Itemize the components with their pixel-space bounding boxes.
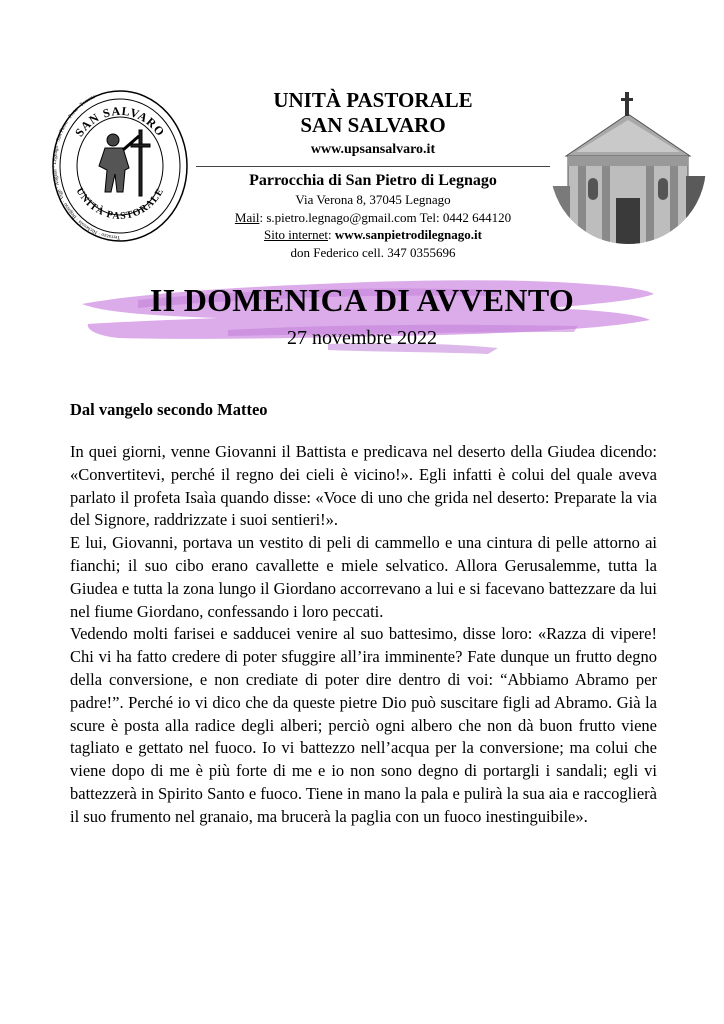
feast-title: II DOMENICA DI AVVENTO — [149, 282, 575, 318]
seal-top-text: SAN SALVARO — [71, 103, 168, 140]
gospel-paragraph: Vedendo molti farisei e sadducei venire al suo battesimo, disse loro: «Razza di vipere! Chi vi ha fatto credere di poter sfuggire all’ira imminente? Fate dunque un frutto degno della conversione, e non crediate di poter dire dentro di voi: “Abbiamo Abramo per padre!”. Perché io vi dico che da queste pietre Dio può suscitare figli ad Abramo. Già la scure è posta alla radice degli alberi; perciò ogni albero che non dà buon frutto viene tagliato e gettato nel fuoco. Io vi battezzo nell’acqua per la conversione; ma colui che viene dopo di me è più forte di me e io non sono degno di portargli i sandali; egli vi battezzerà in Spirito Santo e fuoco. Tiene in mano la pala e pulirà la sua aia e raccoglierà il suo frumento nel granaio, ma brucerà la paglia con un fuoco inestinguibile». — [70, 624, 657, 826]
unit-title-line1: UNITÀ PASTORALE — [273, 88, 473, 112]
pastoral-unit-seal-logo — [51, 88, 189, 244]
gospel-heading: Dal vangelo secondo Matteo — [70, 400, 268, 419]
seal-ring-text: Terrazzo · Nichesola · Begosso · Vigo · Angiari · Legnago · San Pietro · Porto · Torretta — [52, 93, 121, 241]
parish-website-link[interactable]: www.sanpietrodilegnago.it — [334, 227, 482, 242]
unit-title-line2: SAN SALVARO — [300, 113, 446, 137]
church-facade-photo — [548, 86, 708, 246]
gospel-text — [70, 441, 657, 829]
header-divider — [196, 166, 550, 167]
svg-text:SAN SALVARO — [72, 104, 168, 140]
gospel-paragraph: E lui, Giovanni, portava un vestito di peli di cammello e una cintura di pelle attorno ai fianchi; il suo cibo erano cavallette e miele selvatico. Allora Gerusalemme, tutta la Giudea e tutta la zona lungo il Giordano accorrevano a lui e si facevano battezzare da lui nel fiume Giordano, confessando i loro peccati. — [70, 533, 657, 621]
priest-contact: don Federico cell. 347 0355696 — [290, 244, 456, 260]
site-label: Sito internet — [264, 227, 328, 242]
unit-website-link[interactable]: www.upsansalvaro.it — [310, 142, 436, 157]
parish-address: Via Verona 8, 37045 Legnago — [295, 192, 451, 207]
mail-label: Mail — [234, 209, 260, 225]
gospel-paragraph: In quei giorni, venne Giovanni il Battista e predicava nel deserto della Giudea dicendo: «Convertitevi, perché il regno dei cieli è vicino!». Egli infatti è colui del quale aveva parlato il profeta Isaìa quando disse: «Voce di uno che grida nel deserto: Preparate la via del Signore, raddrizzate i suoi sentieri!». — [70, 442, 657, 530]
parish-site-line — [196, 226, 550, 244]
parish-header — [196, 88, 550, 261]
site-separator: : — [327, 227, 335, 242]
seal-bottom-text: UNITÀ PASTORALE — [73, 186, 167, 223]
parish-contact-line — [196, 209, 550, 227]
feast-date: 27 novembre 2022 — [287, 327, 437, 349]
parish-name: Parrocchia di San Pietro di Legnago — [249, 172, 497, 189]
mail-and-phone[interactable]: : s.pietro.legnago@gmail.com Tel: 0442 644120 — [259, 209, 512, 225]
saint-figure-icon — [99, 130, 150, 196]
